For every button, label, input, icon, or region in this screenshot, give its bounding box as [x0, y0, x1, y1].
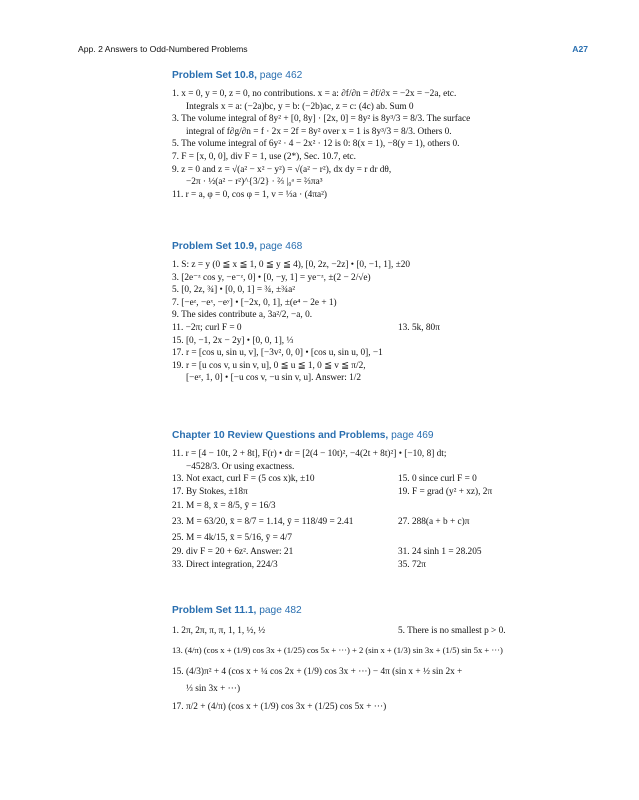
answer-line: Integrals x = a: (−2a)bc, y = b: (−2b)ac, z = c: (4c) ab. Sum 0 — [186, 101, 414, 112]
answer-line: 19. r = [u cos v, u sin v, u], 0 ≦ u ≦ 1, 0 ≦ v ≦ π/2, — [172, 360, 366, 371]
answer-left: 33. Direct integration, 224/3 — [172, 559, 278, 570]
answer-pair — [172, 623, 602, 639]
answer-line: 1. x = 0, y = 0, z = 0, no contributions. x = a: ∂f/∂n = ∂f/∂x = −2x = −2a, etc. — [172, 89, 457, 99]
answer-pair — [172, 530, 602, 546]
answer-line: 15. (4/3)π² + 4 (cos x + ¼ cos 2x + (1/9) cos 3x + ···) − 4π (sin x + ½ sin 2x + — [172, 667, 463, 677]
section-problem-set-10-9 — [172, 241, 602, 385]
answer-line: 11. r = [4 − 10t, 2 + 8t], F(r) • dr = [2(4 − 10t)², −4(2t + 8t)²] • [−10, 8] dt; — [172, 449, 447, 459]
answer-line: −2π · ½(a² − r²)^{3/2} · ⅔ |₀ᵃ = ⅔πa³ — [186, 177, 323, 188]
answer-right: 5. There is no smallest p > 0. — [398, 626, 506, 636]
answer-line: [−eᶻ, 1, 0] • [−u cos v, −u sin v, u]. Answer: 1/2 — [186, 373, 361, 384]
answer-pair — [172, 498, 602, 514]
section-problem-set-10-8 — [172, 70, 602, 201]
section-title: Problem Set 11.1, page 482 — [172, 605, 302, 616]
section-problem-set-11-1 — [172, 605, 602, 718]
answer-left: 25. M = 4k/15, x̄ = 5/16, ȳ = 4/7 — [172, 533, 293, 544]
answer-line: 3. The volume integral of 8y² + [0, 8y] · [2x, 0] = 8y² is 8y³/3 = 8/3. The surface — [172, 114, 471, 125]
answer-left: 1. 2π, 2π, π, π, 1, 1, ½, ½ — [172, 626, 266, 636]
page-number: A27 — [572, 44, 588, 54]
answer-line: 3. [2e⁻ᶻ cos y, −e⁻ᶻ, 0] • [0, −y, 1] = ye⁻ᶻ, ±(2 − 2/√e) — [172, 272, 371, 283]
answer-line: 17. π/2 + (4/π) (cos x + (1/9) cos 3x + (1/25) cos 5x + ···) — [172, 701, 387, 712]
answer-line: integral of f∂g/∂n = f · 2x = 2f = 8y² over x = 1 is 8y³/3 = 8/3. Others 0. — [186, 126, 452, 137]
answer-line: 11. r = a, φ = 0, cos φ = 1, v = ⅓a · (4πa²) — [172, 189, 328, 200]
answer-pair — [172, 473, 602, 486]
answer-left: 21. M = 8, x̄ = 8/5, ȳ = 16/3 — [172, 501, 276, 512]
running-head: App. 2 Answers to Odd-Numbered Problems — [78, 44, 248, 54]
answer-right: 27. 288(a + b + c)π — [398, 517, 470, 528]
answer-line: 7. F = [x, 0, 0], div F = 1, use (2*), Sec. 10.7, etc. — [172, 151, 357, 162]
answer-right: 13. 5k, 80π — [398, 322, 440, 333]
answer-line: 9. The sides contribute a, 3a²/2, −a, 0. — [172, 310, 313, 321]
answer-line: 17. r = [cos u, sin u, v], [−3v², 0, 0] • [cos u, sin u, 0], −1 — [172, 348, 383, 359]
answer-line: 1. S: z = y (0 ≦ x ≦ 1, 0 ≦ y ≦ 4), [0, 2z, −2z] • [0, −1, 1], ±20 — [172, 260, 411, 270]
answer-right: 15. 0 since curl F = 0 — [398, 474, 477, 485]
answer-line: ⅓ sin 3x + ···) — [186, 684, 241, 694]
answer-right: 35. 72π — [398, 559, 426, 570]
section-title: Problem Set 10.8, page 462 — [172, 70, 303, 81]
answer-pair — [172, 546, 602, 559]
answer-left: 11. −2π; curl F = 0 — [172, 322, 242, 333]
answer-left: 29. div F = 20 + 6z². Answer: 21 — [172, 547, 294, 558]
answer-pair — [172, 322, 602, 335]
answer-pair — [172, 559, 602, 572]
answer-pair — [172, 514, 602, 530]
answer-line: 15. [0, −1, 2x − 2y] • [0, 0, 1], ⅓ — [172, 335, 294, 346]
section-title: Problem Set 10.9, page 468 — [172, 241, 303, 252]
answer-line: 13. (4/π) (cos x + (1/9) cos 3x + (1/25) cos 5x + ···) + 2 (sin x + (1/3) sin 3x + (1/5) sin 5x + ···) — [172, 645, 503, 655]
answer-line: 9. z = 0 and z = √(a² − x² − y²) = √(a² − r²), dx dy = r dr dθ, — [172, 164, 392, 175]
answer-left: 13. Not exact, curl F = (5 cos x)k, ±10 — [172, 474, 315, 485]
section-title: Chapter 10 Review Questions and Problems, page 469 — [172, 430, 434, 441]
answer-line: 5. The volume integral of 6y² · 4 − 2x² · 12 is 0: 8(x = 1), −8(y = 1), others 0. — [172, 139, 460, 150]
answer-line: 5. [0, 2z, ¾] • [0, 0, 1] = ¾, ±¾a² — [172, 285, 296, 296]
section-chapter-10-review — [172, 430, 602, 572]
answer-pair — [172, 486, 602, 499]
answer-right: 31. 24 sinh 1 = 28.205 — [398, 547, 482, 558]
answer-line: −4528/3. Or using exactness. — [186, 461, 295, 472]
answer-right: 19. F = grad (y² + xz), 2π — [398, 486, 493, 497]
answer-line: 7. [−eᶻ, −eˣ, −eʸ] • [−2x, 0, 1], ±(e⁴ − 2e + 1) — [172, 297, 337, 308]
answer-left: 23. M = 63/20, x̄ = 8/7 = 1.14, ȳ = 118/49 = 2.41 — [172, 517, 354, 528]
answer-left: 17. By Stokes, ±18π — [172, 486, 248, 497]
